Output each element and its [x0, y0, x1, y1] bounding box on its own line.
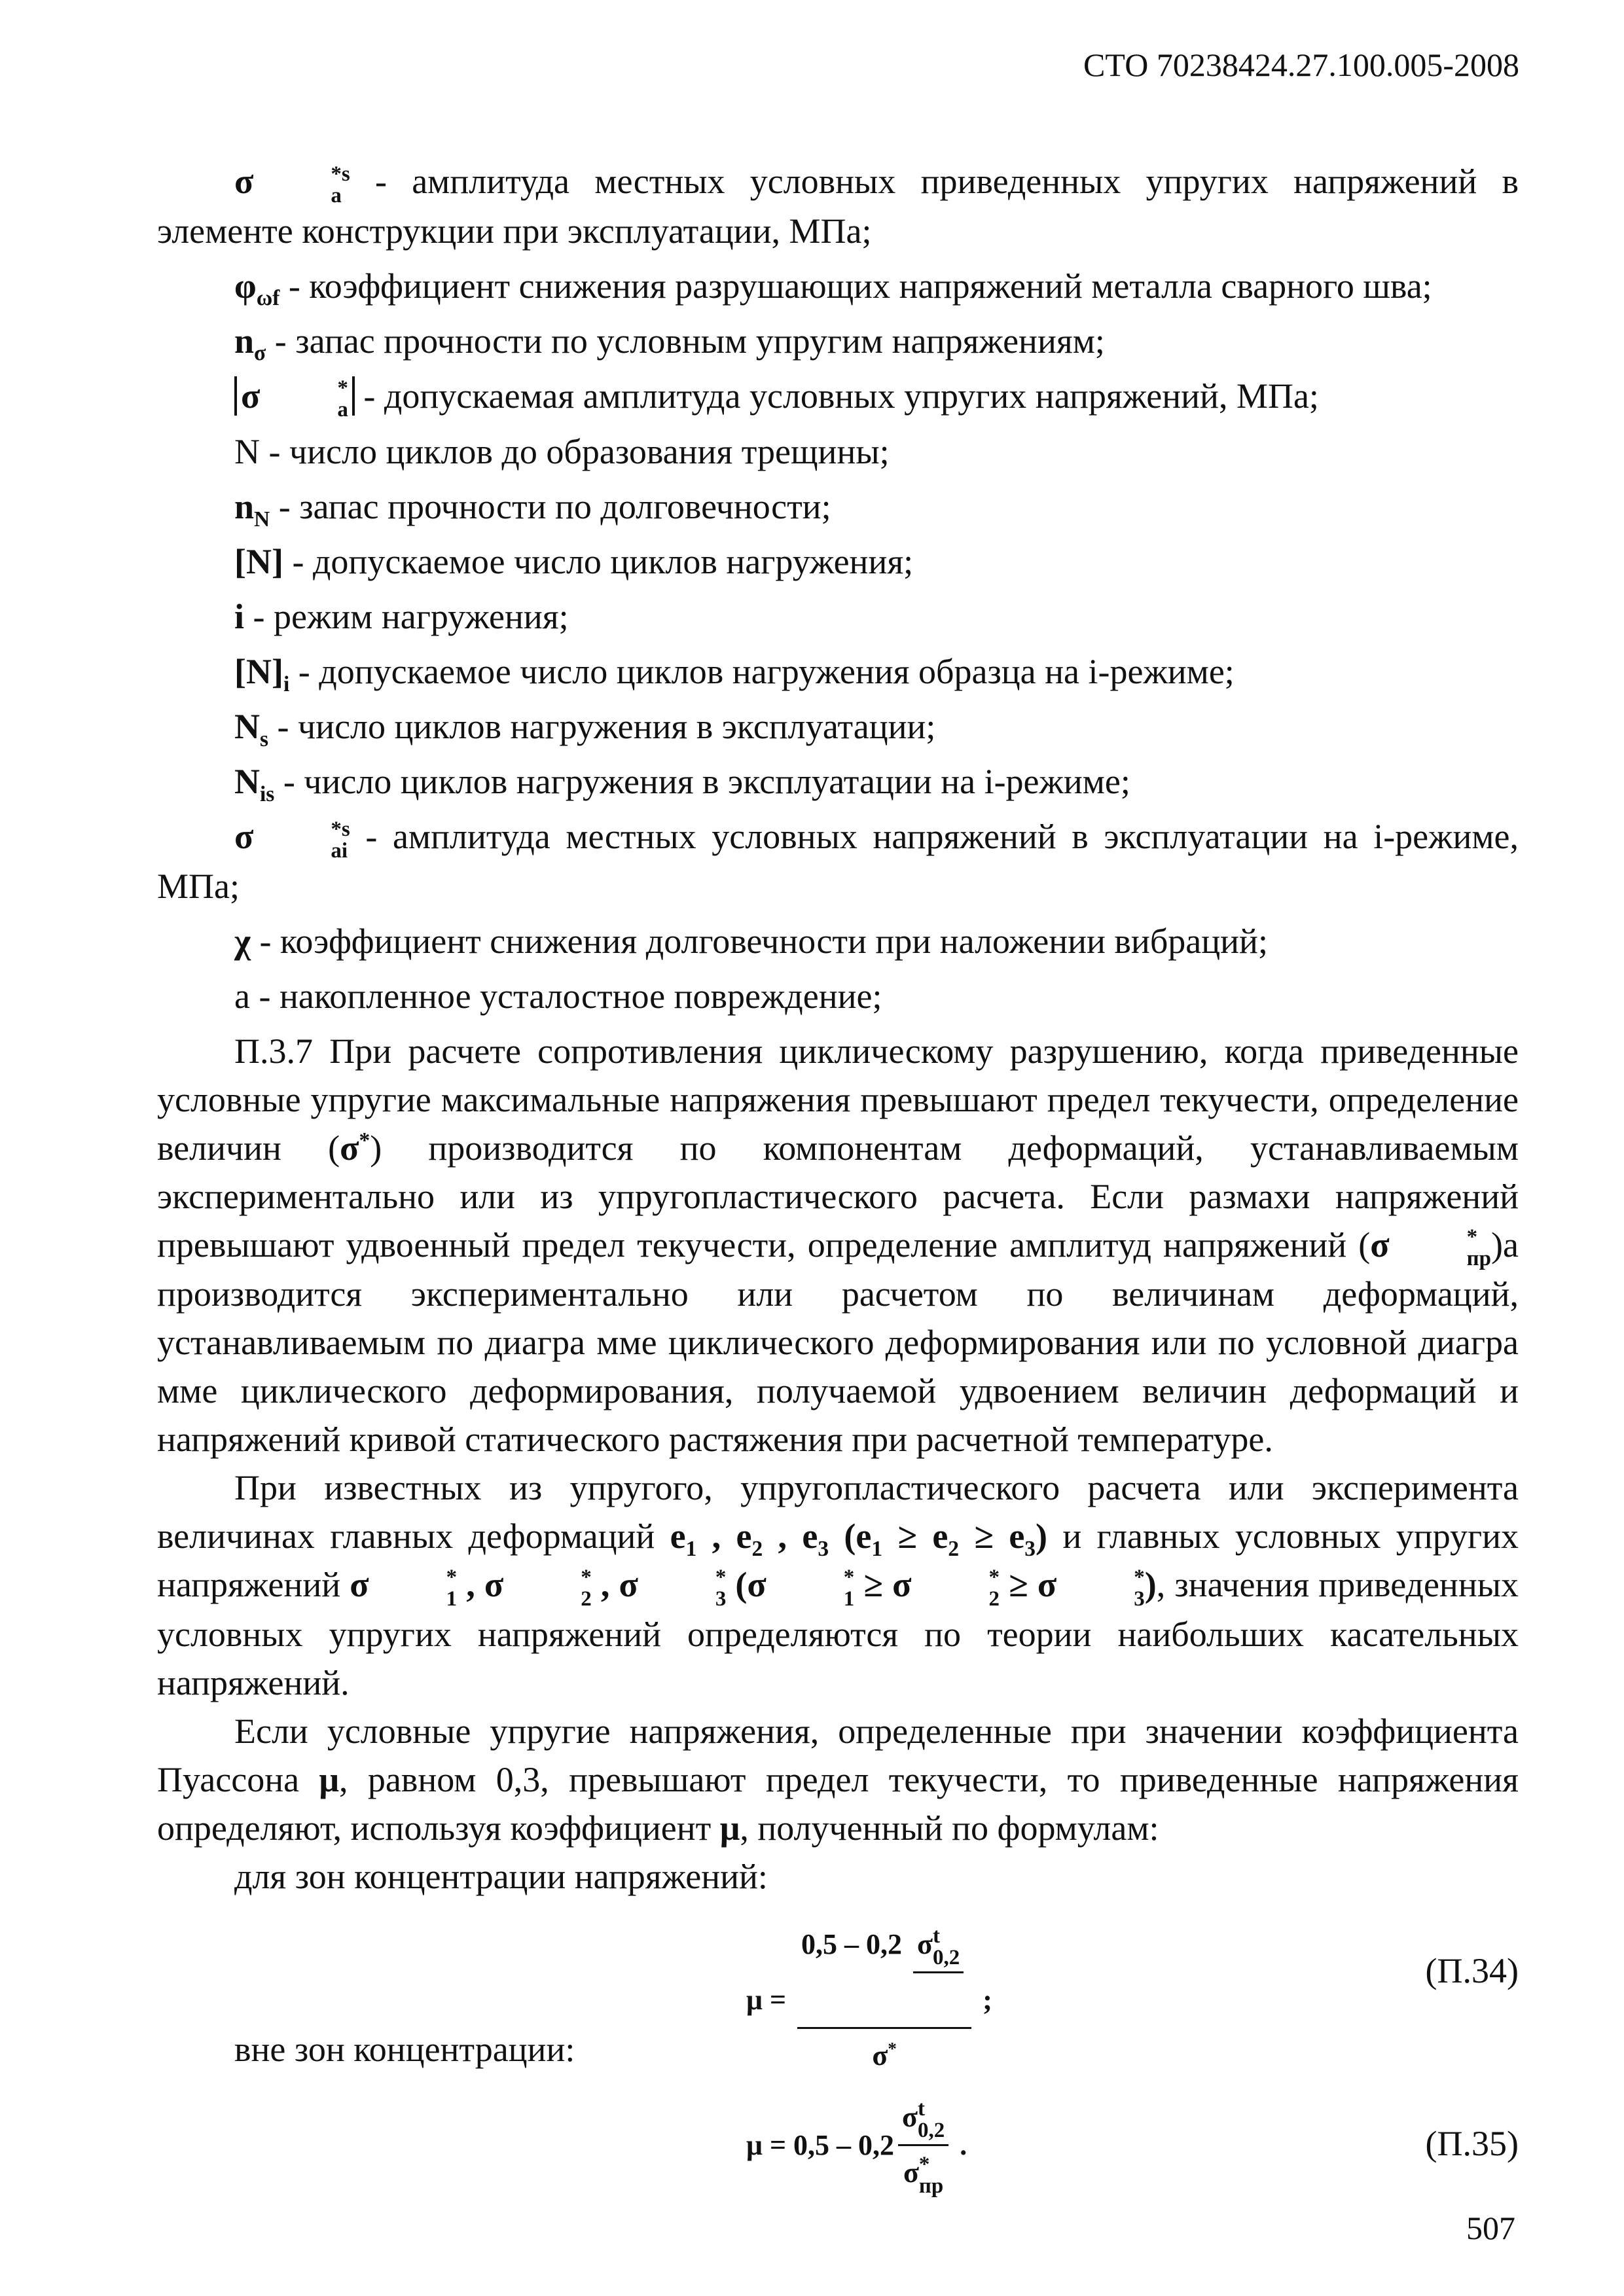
definition-symbol: σ *s ai — [234, 817, 350, 863]
strain-symbols: $e_1$ , $e_2$ , $e_3$ $(e_1 \ge e_2 \ge e_3)$ — [670, 1516, 1048, 1562]
definition-item: N - число циклов до образования трещины; — [234, 432, 890, 472]
mu-symbol: μ — [719, 1808, 740, 1848]
definition-symbol: $n_N$ — [234, 487, 270, 532]
formula-body: μ = 0,5 – 0,2 σ t 0,2 σ* ; — [746, 1920, 992, 2080]
sigma-pr-symbol: σ * пр — [1370, 1225, 1492, 1271]
paragraph-known-values: При известных из упругого, упругопластического расчета или эксперимента величинах главных деформаций $e_1$ , $e_2$ , $e_3$ $(e_1 \ge e_2 \ge e_3)$ и главных условных упругих напряжений σ * 1 , σ * 2 , σ * 3 (σ * 1 ≥ σ * 2 ≥ σ * 3 ), значения приведенных условных упругих напряжений определяются по теории наибольших касательных напряжений. — [157, 1468, 1519, 1703]
definition-item: $n_N$ - запас прочности по долговечности; — [234, 487, 831, 532]
equation-number: (П.35) — [1425, 2124, 1519, 2164]
equation-number: (П.34) — [1425, 1951, 1519, 1991]
section-number: П.3.7 — [234, 1031, 313, 1071]
zone-out-label: вне зон концентрации: — [234, 2030, 575, 2070]
definition-item: a - накопленное усталостное повреждение; — [234, 976, 882, 1016]
definition-symbol: $[N]_i$ — [234, 652, 290, 697]
stress-symbols: σ * 1 , σ * 2 , σ * 3 (σ * 1 ≥ σ * 2 ≥ σ * 3 ) — [350, 1565, 1157, 1611]
definition-item: χ - коэффициент снижения долговечности при наложении вибраций; — [234, 921, 1268, 961]
document-header: СТО 70238424.27.100.005-2008 — [1083, 46, 1519, 83]
fraction: 0,5 – 0,2 σ t 0,2 σ* — [797, 1920, 971, 2080]
definition-item: σ *s ai - амплитуда местных условных напряжений в эксплуатации на i-режиме, МПа; — [157, 817, 1519, 906]
definition-item: i - режим нагружения; — [234, 597, 569, 637]
definition-symbol: $N_{is}$ — [234, 762, 275, 807]
definition-symbol: σ *s a — [234, 162, 350, 207]
definition-symbol: σ * a — [234, 376, 355, 416]
definition-symbol: χ — [234, 921, 251, 961]
definition-item: $n_\sigma$ - запас прочности по условным упругим напряжениям; — [234, 321, 1105, 366]
definition-item: $N_s$ - число циклов нагружения в эксплуатации; — [234, 707, 936, 752]
definition-item: σ * a - допускаемая амплитуда условных упругих напряжений, МПа; — [157, 372, 1519, 422]
paragraph-poisson: Если условные упругие напряжения, определенные при значении коэффициента Пуассона μ, равном 0,3, превышают предел текучести, то приведенные напряжения определяют, используя коэффициент μ, полученный по формулам: — [157, 1712, 1519, 1848]
formula-p35 — [157, 2073, 1519, 2198]
definition-item: $[N]_i$ - допускаемое число циклов нагружения образца на i-режиме; — [234, 652, 1235, 697]
sigma-star-symbol: σ* — [340, 1128, 370, 1168]
definition-symbol: N — [234, 432, 260, 472]
definitions-list — [157, 157, 1519, 1020]
page-number: 507 — [1466, 2210, 1515, 2246]
definition-symbol: [N] — [234, 542, 283, 582]
definition-symbol: a — [234, 976, 250, 1016]
formula-body: μ = 0,5 – 0,2 σ t 0,2 σ * пр . — [746, 2093, 967, 2197]
main-text — [157, 157, 1519, 2198]
definition-symbol: $N_s$ — [234, 707, 269, 752]
definition-symbol: i — [234, 597, 245, 637]
definition-item: [N] - допускаемое число циклов нагружения; — [234, 542, 914, 582]
definition-symbol: $n_\sigma$ — [234, 321, 266, 366]
definition-symbol: $\varphi_{\omega f}$ — [234, 266, 280, 311]
zone-in-label: для зон концентрации напряжений: — [234, 1857, 768, 1897]
fraction: σ t 0,2 σ * пр — [898, 2093, 948, 2197]
definition-item: $N_{is}$ - число циклов нагружения в эксплуатации на i-режиме; — [234, 762, 1130, 807]
definition-item: σ *s a - амплитуда местных условных приведенных упругих напряжений в элементе конструкции при эксплуатации, МПа; — [157, 162, 1519, 251]
definition-item: $\varphi_{\omega f}$ - коэффициент снижения разрушающих напряжений металла сварного шва; — [234, 266, 1432, 311]
mu-symbol: μ — [319, 1760, 340, 1800]
section-p37: П.3.7 При расчете сопротивления циклическому разрушению, когда приведенные условные упругие максимальные напряжения превышают предел текучести, определение величин (σ*) производится по компонентам деформаций, устанавливаемым экспериментально или из упругопластического расчета. Если размахи напряжений превышают удвоенный предел текучести, определение амплитуд напряжений (σ * пр )a производится экспериментально или расчетом по величинам деформаций, устанавливаемым по диагра мме циклического деформирования или по условной диагра мме циклического деформирования, получаемой удвоением величин деформаций и напряжений кривой статического растяжения при расчетной температуре. — [157, 1031, 1519, 1460]
